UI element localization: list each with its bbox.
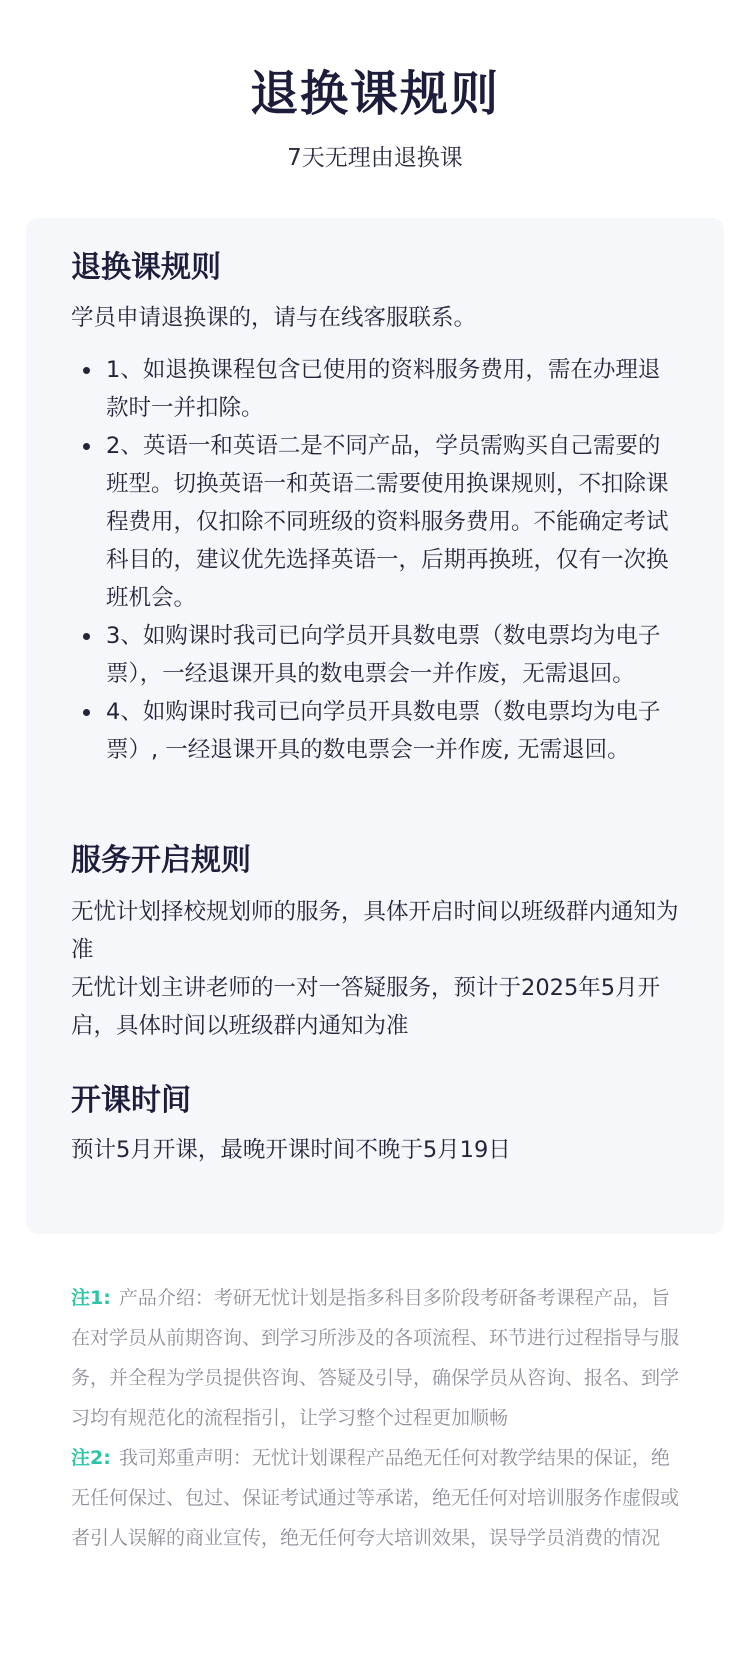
note-2-tag: 注2: — [71, 1447, 111, 1469]
service-line: 无忧计划主讲老师的一对一答疑服务，预计于2025年5月开启，具体时间以班级群内通知为准 — [71, 975, 661, 1039]
bullet-dot-icon — [83, 367, 90, 374]
rules-card — [26, 218, 724, 1234]
note-1-text: 产品介绍：考研无忧计划是指多科目多阶段考研备考课程产品，旨在对学员从前期咨询、到学习所涉及的各项流程、环节进行过程指导与服务，并全程为学员提供咨询、答疑及引导，确保学员从咨询、报名、到学习均有规范化的流程指引，让学习整个过程更加顺畅 — [71, 1287, 680, 1429]
service-section-heading: 服务开启规则 — [71, 843, 251, 878]
page-subtitle: 7天无理由退换课 — [287, 145, 463, 171]
notes-block — [71, 1278, 681, 1558]
refund-rules-list — [71, 351, 680, 769]
refund-section — [71, 246, 680, 769]
service-section — [71, 839, 680, 1045]
refund-rule-item — [71, 427, 680, 617]
refund-rule-item — [71, 693, 680, 769]
bullet-dot-icon — [83, 633, 90, 640]
note-2-text: 我司郑重声明：无忧计划课程产品绝无任何对教学结果的保证，绝无任何保过、包过、保证考试通过等承诺，绝无任何对培训服务作虚假或者引人误解的商业宣传，绝无任何夸大培训效果，误导学员消费的情况 — [71, 1447, 680, 1549]
note-1-tag: 注1: — [71, 1287, 111, 1309]
time-section-text: 预计5月开课，最晚开课时间不晚于5月19日 — [71, 1137, 511, 1163]
refund-rule-text: 4、如购课时我司已向学员开具数电票（数电票均为电子票）, 一经退课开具的数电票会一并作废, 无需退回。 — [106, 699, 661, 763]
refund-rule-text: 2、英语一和英语二是不同产品，学员需购买自己需要的班型。切换英语一和英语二需要使用换课规则，不扣除课程费用，仅扣除不同班级的资料服务费用。不能确定考试科目的，建议优先选择英语一，后期再换班，仅有一次换班机会。 — [106, 433, 669, 611]
time-section — [71, 1079, 680, 1169]
refund-section-intro: 学员申请退换课的，请与在线客服联系。 — [71, 305, 477, 331]
refund-rule-text: 3、如购课时我司已向学员开具数电票（数电票均为电子票），一经退课开具的数电票会一并作废，无需退回。 — [106, 623, 661, 687]
refund-rule-text: 1、如退换课程包含已使用的资料服务费用，需在办理退款时一并扣除。 — [106, 357, 661, 421]
bullet-dot-icon — [83, 709, 90, 716]
bullet-dot-icon — [83, 443, 90, 450]
refund-rule-item — [71, 617, 680, 693]
note-1 — [71, 1278, 681, 1438]
note-2 — [71, 1438, 681, 1558]
refund-section-heading: 退换课规则 — [71, 250, 221, 285]
refund-rule-item — [71, 351, 680, 427]
service-section-body — [71, 893, 680, 1045]
page-title: 退换课规则 — [249, 66, 500, 122]
time-section-heading: 开课时间 — [71, 1083, 191, 1118]
service-line: 无忧计划择校规划师的服务，具体开启时间以班级群内通知为准 — [71, 899, 679, 963]
